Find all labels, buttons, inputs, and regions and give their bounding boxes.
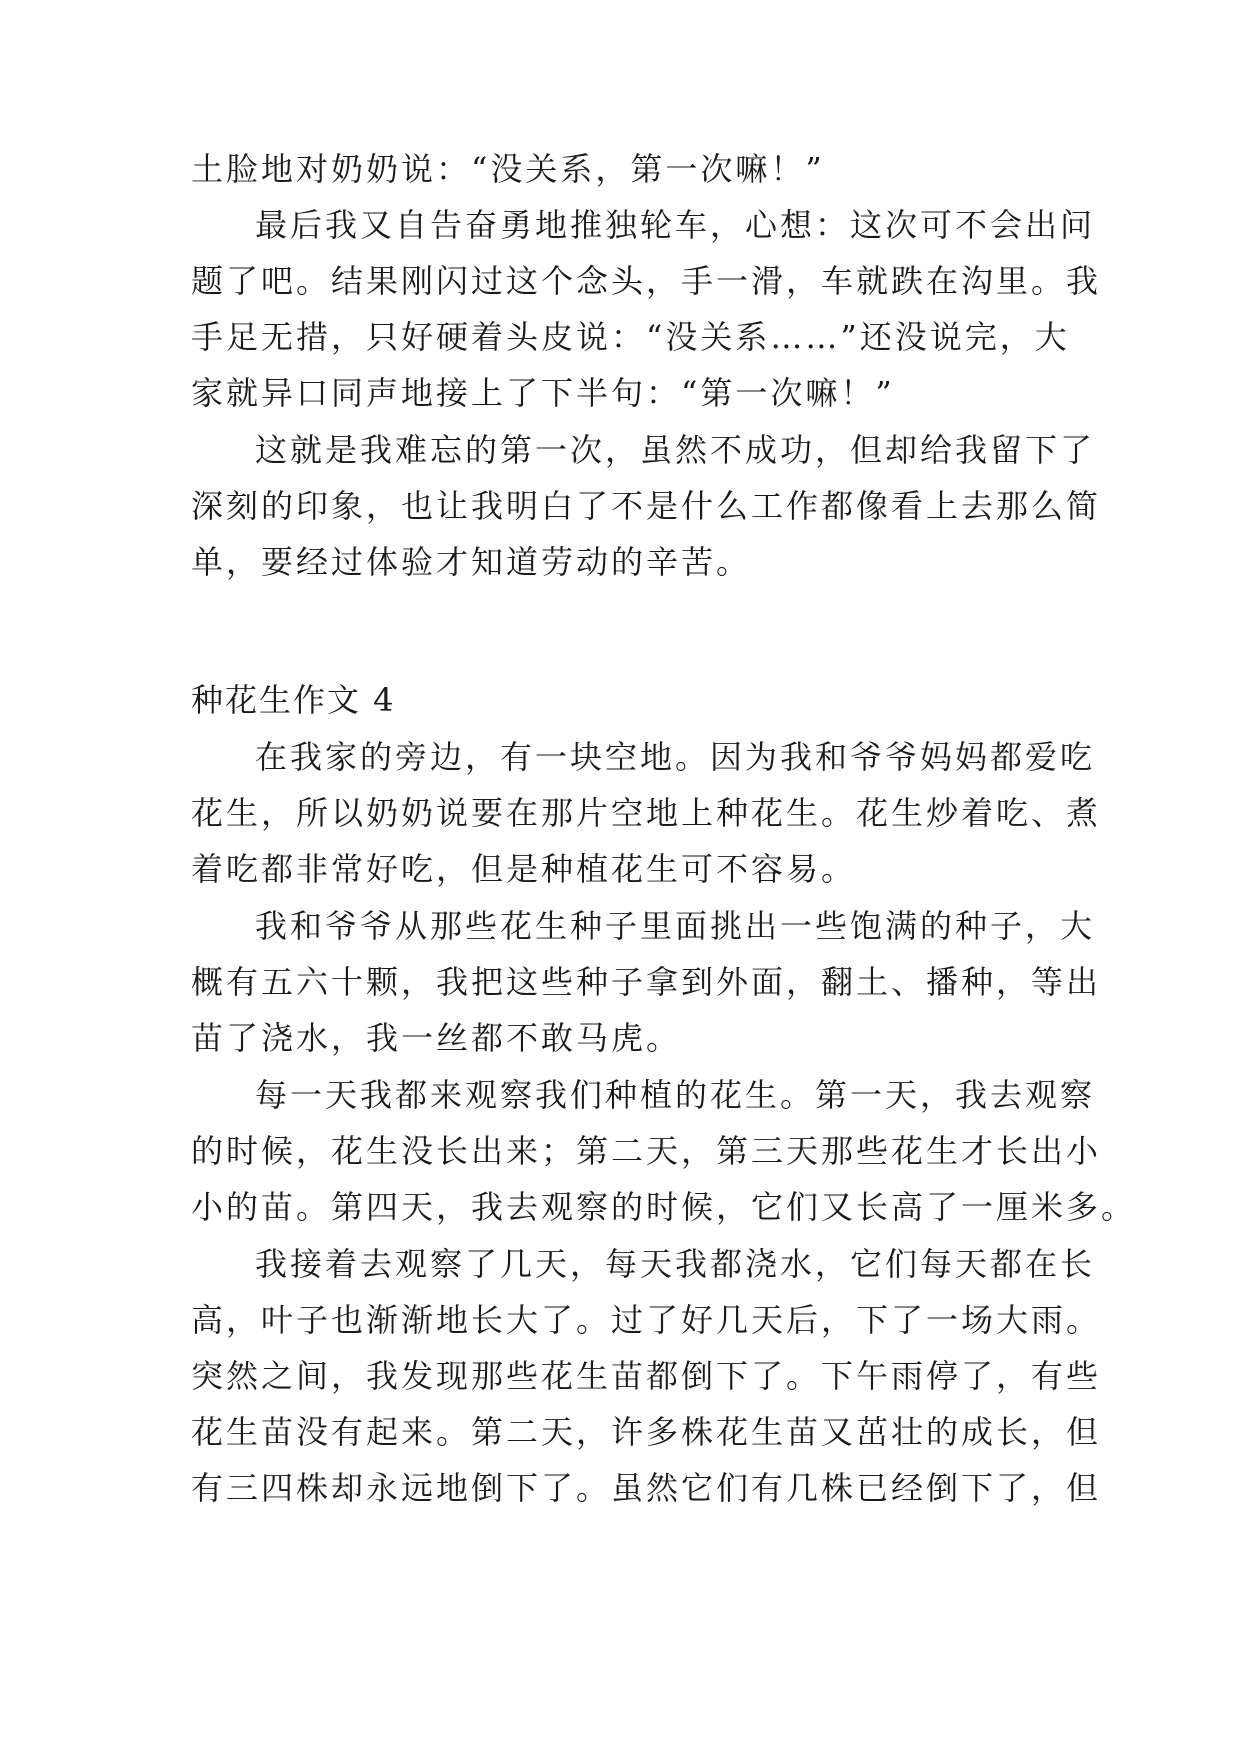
text-line: 花生苗没有起来。第二天，许多株花生苗又茁壮的成长，但 xyxy=(191,1413,1102,1451)
text-line: 土脸地对奶奶说：“没关系，第一次嘛！” xyxy=(191,150,825,188)
text-line: 题了吧。结果刚闪过这个念头，手一滑，车就跌在沟里。我 xyxy=(191,262,1102,300)
text-line: 深刻的印象，也让我明白了不是什么工作都像看上去那么简 xyxy=(191,487,1102,525)
text-line: 着吃都非常好吃，但是种植花生可不容易。 xyxy=(191,850,857,888)
text-line: 家就异口同声地接上了下半句：“第一次嘛！” xyxy=(191,374,895,412)
text-line: 花生，所以奶奶说要在那片空地上种花生。花生炒着吃、煮 xyxy=(191,794,1102,832)
paragraph-start-line: 这就是我难忘的第一次，虽然不成功，但却给我留下了 xyxy=(255,431,1096,469)
text-line: 的时候，花生没长出来；第二天，第三天那些花生才长出小 xyxy=(191,1132,1102,1170)
paragraph-start-line: 每一天我都来观察我们种植的花生。第一天，我去观察 xyxy=(255,1076,1096,1114)
text-line: 苗了浇水，我一丝都不敢马虎。 xyxy=(191,1019,682,1057)
text-line: 小的苗。第四天，我去观察的时候，它们又长高了一厘米多。 xyxy=(191,1188,1137,1226)
text-line: 手足无措，只好硬着头皮说：“没关系……”还没说完，大 xyxy=(191,318,1070,356)
paragraph-start-line: 在我家的旁边，有一块空地。因为我和爷爷妈妈都爱吃 xyxy=(255,738,1096,776)
section-heading: 种花生作文 4 xyxy=(191,681,396,719)
paragraph-start-line: 我接着去观察了几天，每天我都浇水，它们每天都在长 xyxy=(255,1245,1096,1283)
paragraph-start-line: 我和爷爷从那些花生种子里面挑出一些饱满的种子，大 xyxy=(255,907,1096,945)
text-line: 单，要经过体验才知道劳动的辛苦。 xyxy=(191,543,752,581)
text-line: 有三四株却永远地倒下了。虽然它们有几株已经倒下了，但 xyxy=(191,1469,1102,1507)
paragraph-start-line: 最后我又自告奋勇地推独轮车，心想：这次可不会出问 xyxy=(255,206,1096,244)
text-line: 突然之间，我发现那些花生苗都倒下了。下午雨停了，有些 xyxy=(191,1357,1102,1395)
text-line: 高，叶子也渐渐地长大了。过了好几天后，下了一场大雨。 xyxy=(191,1301,1102,1339)
text-line: 概有五六十颗，我把这些种子拿到外面，翻土、播种，等出 xyxy=(191,963,1102,1001)
